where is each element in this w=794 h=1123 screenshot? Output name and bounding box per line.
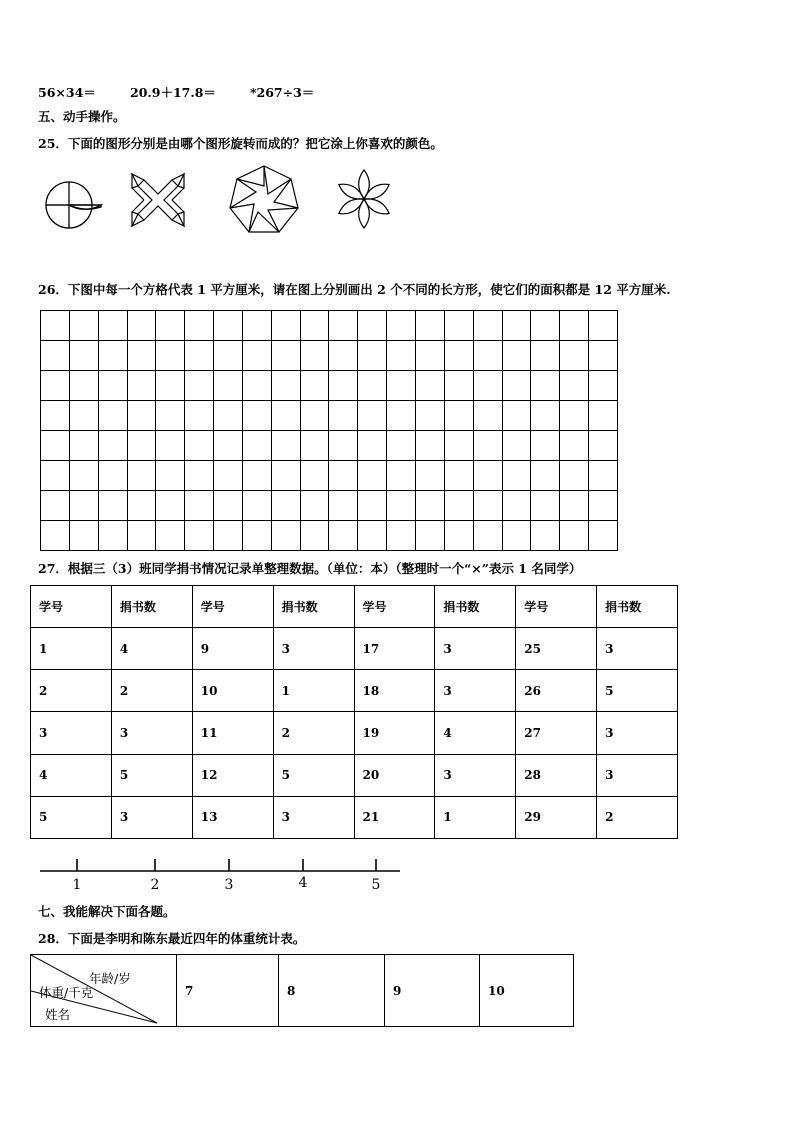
axis-label: 2: [150, 877, 160, 893]
grid-cell[interactable]: [127, 311, 156, 341]
grid-cell[interactable]: [415, 401, 444, 431]
table-cell: 3: [435, 754, 516, 796]
grid-cell[interactable]: [214, 371, 243, 401]
grid-cell[interactable]: [415, 521, 444, 551]
grid-cell[interactable]: [214, 461, 243, 491]
grid-cell[interactable]: [531, 401, 560, 431]
grid-cell[interactable]: [560, 431, 589, 461]
diag-weight-label: 体重/千克: [39, 985, 94, 1000]
age-cell: 9: [385, 955, 480, 1027]
grid-cell[interactable]: [589, 461, 618, 491]
grid-cell[interactable]: [156, 461, 185, 491]
grid-cell[interactable]: [127, 521, 156, 551]
table-cell: 18: [354, 670, 435, 712]
grid-cell[interactable]: [531, 431, 560, 461]
grid-cell[interactable]: [271, 491, 300, 521]
grid-cell[interactable]: [214, 491, 243, 521]
grid-cell[interactable]: [98, 371, 127, 401]
table-cell: 2: [273, 712, 354, 754]
grid-cell[interactable]: [127, 461, 156, 491]
grid-cell[interactable]: [560, 371, 589, 401]
grid-cell[interactable]: [69, 521, 98, 551]
table-cell: 9: [192, 628, 273, 670]
grid-cell[interactable]: [415, 371, 444, 401]
grid-cell[interactable]: [329, 521, 358, 551]
table-cell: 21: [354, 796, 435, 838]
grid-cell[interactable]: [444, 461, 473, 491]
number-axis: [38, 855, 404, 895]
header-cell: 学号: [31, 586, 112, 628]
grid-cell[interactable]: [214, 521, 243, 551]
diag-name-label: 姓名: [45, 1007, 71, 1022]
grid-cell[interactable]: [415, 461, 444, 491]
grid-cell[interactable]: [127, 341, 156, 371]
table-cell: 3: [597, 628, 678, 670]
grid-cell[interactable]: [300, 461, 329, 491]
grid-cell[interactable]: [560, 401, 589, 431]
grid-cell[interactable]: [444, 371, 473, 401]
donation-table: [30, 585, 678, 839]
grid-cell[interactable]: [473, 401, 502, 431]
grid-cell[interactable]: [271, 371, 300, 401]
header-cell: 捐书数: [435, 586, 516, 628]
grid-cell[interactable]: [502, 371, 531, 401]
section7-title: 七、我能解决下面各题。: [38, 904, 176, 919]
table-cell: 10: [192, 670, 273, 712]
grid-cell[interactable]: [531, 311, 560, 341]
table-cell: 26: [516, 670, 597, 712]
table-cell: 13: [192, 796, 273, 838]
grid-cell[interactable]: [473, 461, 502, 491]
table-cell: 1: [273, 670, 354, 712]
pinwheel-icon: [37, 180, 103, 230]
grid-cell[interactable]: [473, 431, 502, 461]
table-cell: 27: [516, 712, 597, 754]
grid-cell[interactable]: [242, 341, 271, 371]
table-cell: 5: [597, 670, 678, 712]
grid-cell[interactable]: [444, 431, 473, 461]
question-25: 25．下面的图形分别是由哪个图形旋转而成的？把它涂上你喜欢的颜色。: [38, 136, 443, 151]
grid-cell[interactable]: [214, 311, 243, 341]
grid-cell[interactable]: [387, 401, 416, 431]
grid-row: [41, 521, 618, 551]
table-row: [31, 628, 678, 670]
grid-cell[interactable]: [41, 521, 70, 551]
grid-cell[interactable]: [185, 371, 214, 401]
table-header-row: [31, 955, 574, 1027]
grid-cell[interactable]: [98, 461, 127, 491]
grid-cell[interactable]: [473, 341, 502, 371]
grid-cell[interactable]: [560, 521, 589, 551]
grid-cell[interactable]: [41, 311, 70, 341]
grid-cell[interactable]: [415, 341, 444, 371]
grid-cell[interactable]: [300, 521, 329, 551]
grid-cell[interactable]: [444, 341, 473, 371]
table-cell: 3: [597, 712, 678, 754]
grid-cell[interactable]: [156, 491, 185, 521]
grid-cell[interactable]: [358, 491, 387, 521]
table-cell: 4: [435, 712, 516, 754]
grid-cell[interactable]: [502, 431, 531, 461]
table-cell: 3: [435, 670, 516, 712]
table-cell: 2: [111, 670, 192, 712]
grid-cell[interactable]: [242, 431, 271, 461]
weight-table: [30, 954, 574, 1027]
axis-label: 4: [298, 875, 308, 891]
grid-cell[interactable]: [242, 461, 271, 491]
grid-cell[interactable]: [300, 371, 329, 401]
grid-cell[interactable]: [214, 341, 243, 371]
section5-title: 五、动手操作。: [38, 109, 126, 124]
cross-arrows-icon: [130, 172, 186, 228]
grid-cell[interactable]: [387, 521, 416, 551]
grid-cell[interactable]: [185, 401, 214, 431]
grid-cell[interactable]: [560, 461, 589, 491]
grid-cell[interactable]: [98, 521, 127, 551]
table-cell: 2: [597, 796, 678, 838]
grid-cell[interactable]: [242, 311, 271, 341]
grid-cell[interactable]: [589, 371, 618, 401]
grid-cell[interactable]: [271, 461, 300, 491]
grid-row: [41, 341, 618, 371]
grid-cell[interactable]: [589, 521, 618, 551]
axis-label: 3: [224, 877, 234, 893]
table-row: [31, 670, 678, 712]
grid-cell[interactable]: [358, 311, 387, 341]
grid-cell[interactable]: [329, 401, 358, 431]
grid-cell[interactable]: [473, 521, 502, 551]
grid-row: [41, 431, 618, 461]
grid-row: [41, 461, 618, 491]
table-cell: 4: [31, 754, 112, 796]
grid-cell[interactable]: [98, 401, 127, 431]
diagonal-header-cell: [31, 955, 177, 1027]
grid-cell[interactable]: [41, 431, 70, 461]
grid-cell[interactable]: [329, 311, 358, 341]
grid-cell[interactable]: [156, 311, 185, 341]
grid-cell[interactable]: [358, 521, 387, 551]
grid-cell[interactable]: [358, 341, 387, 371]
grid-cell[interactable]: [214, 401, 243, 431]
grid-cell[interactable]: [98, 341, 127, 371]
grid-cell[interactable]: [560, 341, 589, 371]
calc-1: 56×34＝: [38, 85, 96, 100]
table-cell: 3: [435, 628, 516, 670]
grid-cell[interactable]: [271, 521, 300, 551]
grid-cell[interactable]: [127, 491, 156, 521]
grid-cell[interactable]: [387, 431, 416, 461]
grid-cell[interactable]: [69, 431, 98, 461]
table-row: [31, 754, 678, 796]
grid-row: [41, 371, 618, 401]
grid-cell[interactable]: [98, 311, 127, 341]
grid-cell[interactable]: [300, 491, 329, 521]
grid-cell[interactable]: [444, 401, 473, 431]
grid-cell[interactable]: [415, 431, 444, 461]
grid-cell[interactable]: [329, 461, 358, 491]
grid-row: [41, 491, 618, 521]
table-cell: 2: [31, 670, 112, 712]
table-cell: 11: [192, 712, 273, 754]
grid-cell[interactable]: [329, 491, 358, 521]
grid-cell[interactable]: [387, 341, 416, 371]
grid-cell[interactable]: [156, 371, 185, 401]
grid-cell[interactable]: [127, 431, 156, 461]
table-cell: 29: [516, 796, 597, 838]
grid-cell[interactable]: [69, 401, 98, 431]
grid-cell[interactable]: [329, 341, 358, 371]
grid-cell[interactable]: [358, 461, 387, 491]
grid-cell[interactable]: [185, 311, 214, 341]
grid-cell[interactable]: [473, 311, 502, 341]
age-cell: 10: [480, 955, 574, 1027]
grid-row: [41, 311, 618, 341]
grid-cell[interactable]: [473, 491, 502, 521]
grid-cell[interactable]: [69, 311, 98, 341]
header-cell: 学号: [192, 586, 273, 628]
grid-cell[interactable]: [242, 401, 271, 431]
grid-cell[interactable]: [473, 371, 502, 401]
question-27: 27．根据三（3）班同学捐书情况记录单整理数据。（单位：本）（整理时一个“×”表示 1 名同学）: [38, 561, 582, 576]
grid-cell[interactable]: [502, 491, 531, 521]
table-cell: 3: [273, 628, 354, 670]
table-header-row: [31, 586, 678, 628]
grid-cell[interactable]: [531, 521, 560, 551]
grid-cell[interactable]: [444, 521, 473, 551]
grid-cell[interactable]: [300, 431, 329, 461]
grid-cell[interactable]: [185, 341, 214, 371]
grid-cell[interactable]: [387, 311, 416, 341]
grid-cell[interactable]: [271, 431, 300, 461]
grid-cell[interactable]: [41, 491, 70, 521]
table-cell: 1: [435, 796, 516, 838]
grid-cell[interactable]: [531, 491, 560, 521]
table-cell: 25: [516, 628, 597, 670]
table-cell: 5: [31, 796, 112, 838]
grid-row: [41, 401, 618, 431]
table-row: [31, 712, 678, 754]
grid-cell[interactable]: [69, 491, 98, 521]
age-cell: 7: [177, 955, 279, 1027]
grid-cell[interactable]: [531, 461, 560, 491]
grid-cell[interactable]: [502, 401, 531, 431]
grid-cell[interactable]: [41, 461, 70, 491]
grid-cell[interactable]: [300, 341, 329, 371]
question-26: 26．下图中每一个方格代表 1 平方厘米，请在图上分别画出 2 个不同的长方形，使它们的面积都是 12 平方厘米.: [38, 282, 671, 297]
grid-cell[interactable]: [271, 401, 300, 431]
grid-cell[interactable]: [185, 431, 214, 461]
grid-cell[interactable]: [560, 491, 589, 521]
grid-cell[interactable]: [41, 401, 70, 431]
grid-cell[interactable]: [69, 371, 98, 401]
grid-cell[interactable]: [531, 371, 560, 401]
grid-cell[interactable]: [185, 491, 214, 521]
grid-cell[interactable]: [358, 401, 387, 431]
calc-2: 20.9＋17.8＝: [130, 85, 216, 100]
grid-cell[interactable]: [98, 491, 127, 521]
table-cell: 12: [192, 754, 273, 796]
grid-cell[interactable]: [156, 401, 185, 431]
diag-age-label: 年龄/岁: [89, 971, 131, 986]
header-cell: 学号: [354, 586, 435, 628]
grid-cell[interactable]: [329, 431, 358, 461]
header-cell: 捐书数: [273, 586, 354, 628]
grid-cell[interactable]: [185, 461, 214, 491]
grid-cell[interactable]: [271, 311, 300, 341]
grid-cell[interactable]: [242, 521, 271, 551]
table-cell: 17: [354, 628, 435, 670]
grid-cell[interactable]: [242, 491, 271, 521]
table-cell: 19: [354, 712, 435, 754]
grid-cell[interactable]: [502, 311, 531, 341]
table-cell: 5: [273, 754, 354, 796]
grid-cell[interactable]: [271, 341, 300, 371]
table-cell: 1: [31, 628, 112, 670]
heptagon-swirl-icon: [228, 164, 300, 236]
grid-cell[interactable]: [156, 341, 185, 371]
grid-cell[interactable]: [387, 461, 416, 491]
header-cell: 捐书数: [111, 586, 192, 628]
grid-cell[interactable]: [127, 401, 156, 431]
grid-cell[interactable]: [41, 341, 70, 371]
grid-cell[interactable]: [358, 431, 387, 461]
question-28: 28．下面是李明和陈东最近四年的体重统计表。: [38, 931, 306, 946]
grid-cell[interactable]: [531, 341, 560, 371]
grid-cell[interactable]: [387, 491, 416, 521]
table-cell: 3: [273, 796, 354, 838]
header-cell: 捐书数: [597, 586, 678, 628]
grid-cell[interactable]: [69, 341, 98, 371]
grid-cell[interactable]: [156, 521, 185, 551]
grid-cell[interactable]: [589, 431, 618, 461]
grid-cell[interactable]: [415, 311, 444, 341]
header-cell: 学号: [516, 586, 597, 628]
grid-cell[interactable]: [560, 311, 589, 341]
age-cell: 8: [279, 955, 385, 1027]
table-row: [31, 796, 678, 838]
grid-cell[interactable]: [502, 521, 531, 551]
grid-cell[interactable]: [156, 431, 185, 461]
grid-cell[interactable]: [127, 371, 156, 401]
grid-cell[interactable]: [300, 311, 329, 341]
grid-cell[interactable]: [69, 461, 98, 491]
grid-cell[interactable]: [589, 401, 618, 431]
axis-label: 1: [72, 877, 82, 893]
axis-label: 5: [371, 877, 381, 893]
grid-cell[interactable]: [98, 431, 127, 461]
grid-cell[interactable]: [214, 431, 243, 461]
grid-cell[interactable]: [387, 371, 416, 401]
table-cell: 3: [31, 712, 112, 754]
grid-cell[interactable]: [41, 371, 70, 401]
table-cell: 3: [111, 712, 192, 754]
grid-cell[interactable]: [444, 491, 473, 521]
grid-cell[interactable]: [444, 311, 473, 341]
table-cell: 20: [354, 754, 435, 796]
table-cell: 4: [111, 628, 192, 670]
table-cell: 5: [111, 754, 192, 796]
calc-3: *267÷3＝: [250, 85, 315, 100]
grid-cell[interactable]: [589, 491, 618, 521]
grid-cell[interactable]: [589, 311, 618, 341]
grid-cell[interactable]: [329, 371, 358, 401]
grid-cell[interactable]: [415, 491, 444, 521]
grid-cell[interactable]: [242, 371, 271, 401]
square-grid[interactable]: [40, 310, 618, 551]
grid-cell[interactable]: [502, 461, 531, 491]
grid-cell[interactable]: [358, 371, 387, 401]
grid-cell[interactable]: [185, 521, 214, 551]
table-cell: 3: [597, 754, 678, 796]
grid-cell[interactable]: [502, 341, 531, 371]
flower-icon: [333, 168, 395, 230]
table-cell: 28: [516, 754, 597, 796]
grid-cell[interactable]: [300, 401, 329, 431]
table-cell: 3: [111, 796, 192, 838]
grid-cell[interactable]: [589, 341, 618, 371]
